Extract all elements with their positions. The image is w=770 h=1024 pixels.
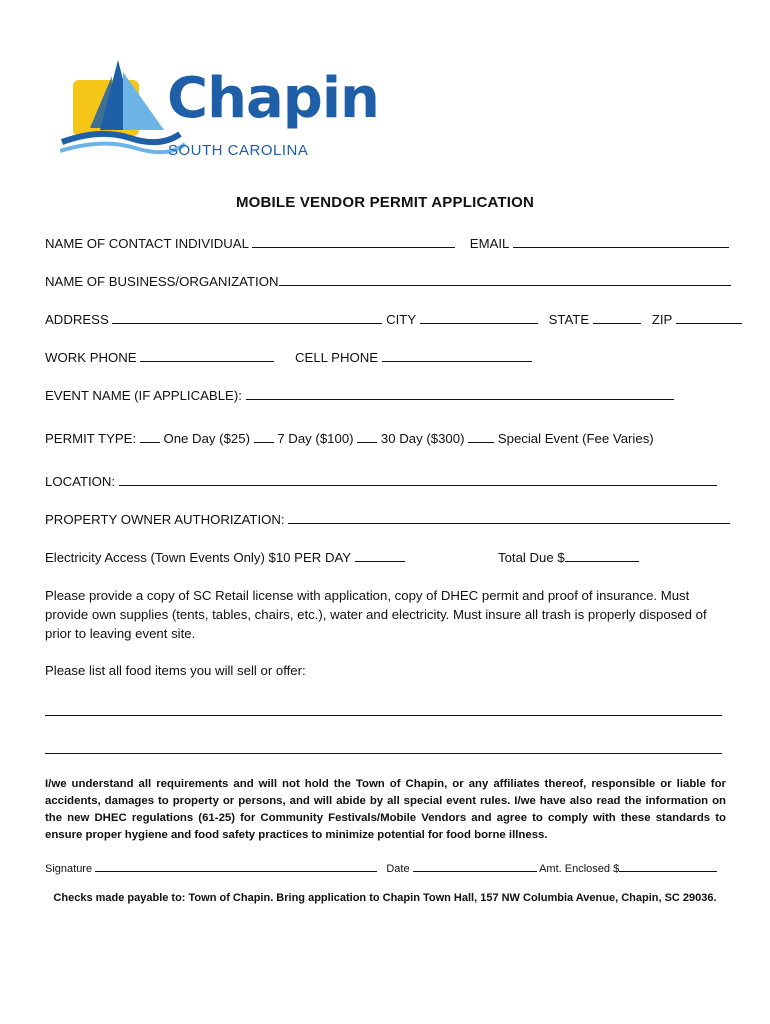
electricity-label: Electricity Access (Town Events Only) $10 PER DAY bbox=[45, 550, 351, 565]
permit-one-day-checkbox[interactable] bbox=[140, 430, 160, 443]
business-label: NAME OF BUSINESS/ORGANIZATION bbox=[45, 274, 279, 289]
amount-enclosed-label: Amt. Enclosed $ bbox=[539, 863, 620, 875]
location-label: LOCATION: bbox=[45, 474, 116, 489]
address-row bbox=[45, 311, 742, 327]
state-label: STATE bbox=[548, 312, 590, 327]
electricity-row bbox=[45, 549, 405, 565]
event-name-label: EVENT NAME (IF APPLICABLE): bbox=[45, 388, 242, 403]
date-label: Date bbox=[386, 863, 410, 875]
state-field[interactable] bbox=[593, 311, 641, 324]
property-owner-field[interactable] bbox=[288, 511, 730, 524]
contact-individual-label: NAME OF CONTACT INDIVIDUAL bbox=[45, 236, 249, 251]
acknowledgement-text: I/we understand all requirements and will not hold the Town of Chapin, or any affiliates thereof, responsible or liable for accidents, damages to property or persons, and will abide by all special event rules. I/we have also read the information on the new DHEC regulations (61-25) for Community Festivals/Mobile Vendors and agree to comply with these standards to ensure proper hygiene and food safety practices to minimize potential for food borne illness. bbox=[45, 778, 726, 841]
permit-thirty-day-checkbox[interactable] bbox=[357, 430, 377, 443]
cell-phone-field[interactable] bbox=[382, 349, 532, 362]
logo-wordmark: Chapin bbox=[167, 66, 379, 131]
permit-thirty-day-label: 30 Day ($300) bbox=[380, 431, 465, 446]
address-field[interactable] bbox=[112, 311, 382, 324]
work-phone-field[interactable] bbox=[140, 349, 274, 362]
food-items-prompt: Please list all food items you will sell or offer: bbox=[45, 663, 306, 678]
permit-seven-day-label: 7 Day ($100) bbox=[277, 431, 354, 446]
business-row bbox=[45, 273, 731, 289]
permit-seven-day-checkbox[interactable] bbox=[254, 430, 274, 443]
food-items-line-2[interactable] bbox=[45, 753, 722, 754]
logo-subtitle: SOUTH CAROLINA bbox=[168, 142, 309, 159]
date-field[interactable] bbox=[413, 861, 537, 872]
address-label: ADDRESS bbox=[45, 312, 109, 327]
contact-individual-field[interactable] bbox=[252, 235, 455, 248]
cell-phone-group bbox=[295, 349, 532, 365]
cell-phone-label: CELL PHONE bbox=[295, 350, 379, 365]
electricity-field[interactable] bbox=[355, 549, 405, 562]
signature-group bbox=[45, 861, 717, 875]
zip-label: ZIP bbox=[651, 312, 673, 327]
business-field[interactable] bbox=[279, 273, 731, 286]
form-title: MOBILE VENDOR PERMIT APPLICATION bbox=[235, 194, 535, 211]
signature-label: Signature bbox=[45, 863, 93, 875]
total-due-label: Total Due $ bbox=[498, 550, 565, 565]
amount-enclosed-field[interactable] bbox=[619, 861, 717, 872]
signature-field[interactable] bbox=[95, 861, 377, 872]
zip-field[interactable] bbox=[676, 311, 742, 324]
total-due-group bbox=[498, 549, 639, 565]
permit-type-label: PERMIT TYPE: bbox=[45, 431, 137, 446]
event-name-field[interactable] bbox=[246, 387, 674, 400]
contact-row bbox=[45, 235, 729, 251]
city-field[interactable] bbox=[420, 311, 538, 324]
total-due-field[interactable] bbox=[565, 549, 639, 562]
permit-special-event-checkbox[interactable] bbox=[468, 430, 494, 443]
email-label: EMAIL bbox=[469, 236, 509, 251]
phone-row bbox=[45, 349, 274, 365]
permit-special-event-label: Special Event (Fee Varies) bbox=[497, 431, 654, 446]
permit-one-day-label: One Day ($25) bbox=[163, 431, 250, 446]
work-phone-label: WORK PHONE bbox=[45, 350, 137, 365]
footer-note: Checks made payable to: Town of Chapin. Bring application to Chapin Town Hall, 157 NW Columbia Avenue, Chapin, SC 29036. bbox=[53, 892, 717, 904]
food-items-line-1[interactable] bbox=[45, 715, 722, 716]
instructions-text: Please provide a copy of SC Retail license with application, copy of DHEC permit and proof of insurance. Must provide own supplies (tents, tables, chairs, etc.), water and electricity. Must insure all trash is properly disposed of prior to leaving event site. bbox=[45, 588, 707, 641]
location-row bbox=[45, 473, 717, 489]
city-label: CITY bbox=[386, 312, 416, 327]
permit-type-row bbox=[45, 430, 654, 446]
location-field[interactable] bbox=[119, 473, 717, 486]
email-field[interactable] bbox=[513, 235, 729, 248]
property-owner-row bbox=[45, 511, 730, 527]
event-name-row bbox=[45, 387, 674, 403]
property-owner-label: PROPERTY OWNER AUTHORIZATION: bbox=[45, 512, 285, 527]
